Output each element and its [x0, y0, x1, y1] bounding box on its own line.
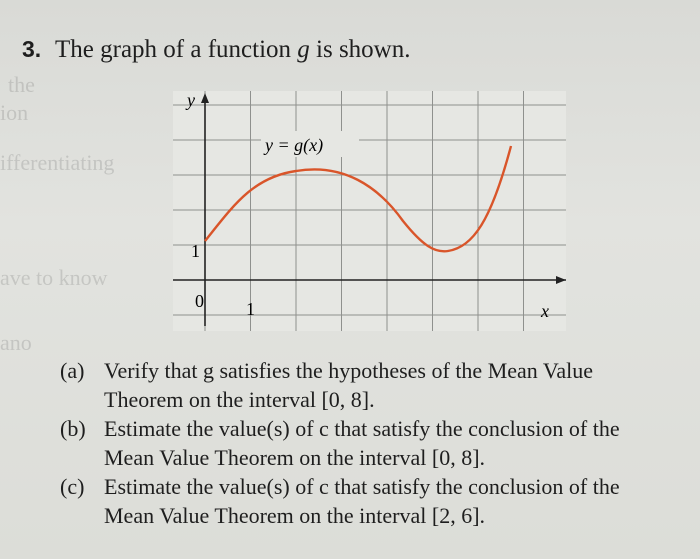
problem-text-before: The graph of a function	[55, 36, 292, 63]
curve-label: y = g(x)	[265, 135, 324, 155]
y-tick-label: 1	[191, 241, 200, 261]
bleed-through-text: ion	[0, 100, 29, 125]
part-a	[60, 356, 700, 414]
part-line: Verify that g satisfies the hypotheses of the Mean Value	[104, 358, 593, 383]
part-label: (b)	[60, 416, 86, 441]
question-parts	[60, 356, 700, 530]
part-c	[60, 472, 700, 530]
part-text	[104, 472, 700, 530]
problem-number: 3.	[22, 36, 42, 62]
part-line: Theorem on the interval [0, 8].	[104, 387, 375, 412]
origin-label: 0	[195, 291, 204, 311]
x-axis-label: x	[541, 301, 549, 321]
part-line: Estimate the value(s) of c that satisfy the conclusion of the	[104, 416, 620, 441]
x-tick-label: 1	[246, 299, 255, 319]
graph-background	[173, 91, 566, 331]
bleed-through-text: ave to know	[0, 265, 108, 290]
bleed-through-text: the	[8, 72, 35, 97]
part-text	[104, 356, 700, 414]
part-b	[60, 414, 700, 472]
y-axis-label: y	[187, 91, 195, 110]
part-label: (c)	[60, 474, 85, 499]
function-variable: g	[297, 36, 310, 63]
problem-text-after: is shown.	[316, 36, 411, 63]
bleed-through-text: ano	[0, 330, 32, 355]
part-line: Mean Value Theorem on the interval [0, 8].	[104, 445, 486, 470]
part-text	[104, 414, 700, 472]
part-line: Mean Value Theorem on the interval [2, 6].	[104, 503, 486, 528]
part-line: Estimate the value(s) of c that satisfy the conclusion of the	[104, 474, 620, 499]
part-label: (a)	[60, 358, 85, 383]
function-graph	[173, 91, 566, 331]
bleed-through-text: ifferentiating	[0, 150, 115, 175]
problem-statement	[22, 36, 411, 64]
